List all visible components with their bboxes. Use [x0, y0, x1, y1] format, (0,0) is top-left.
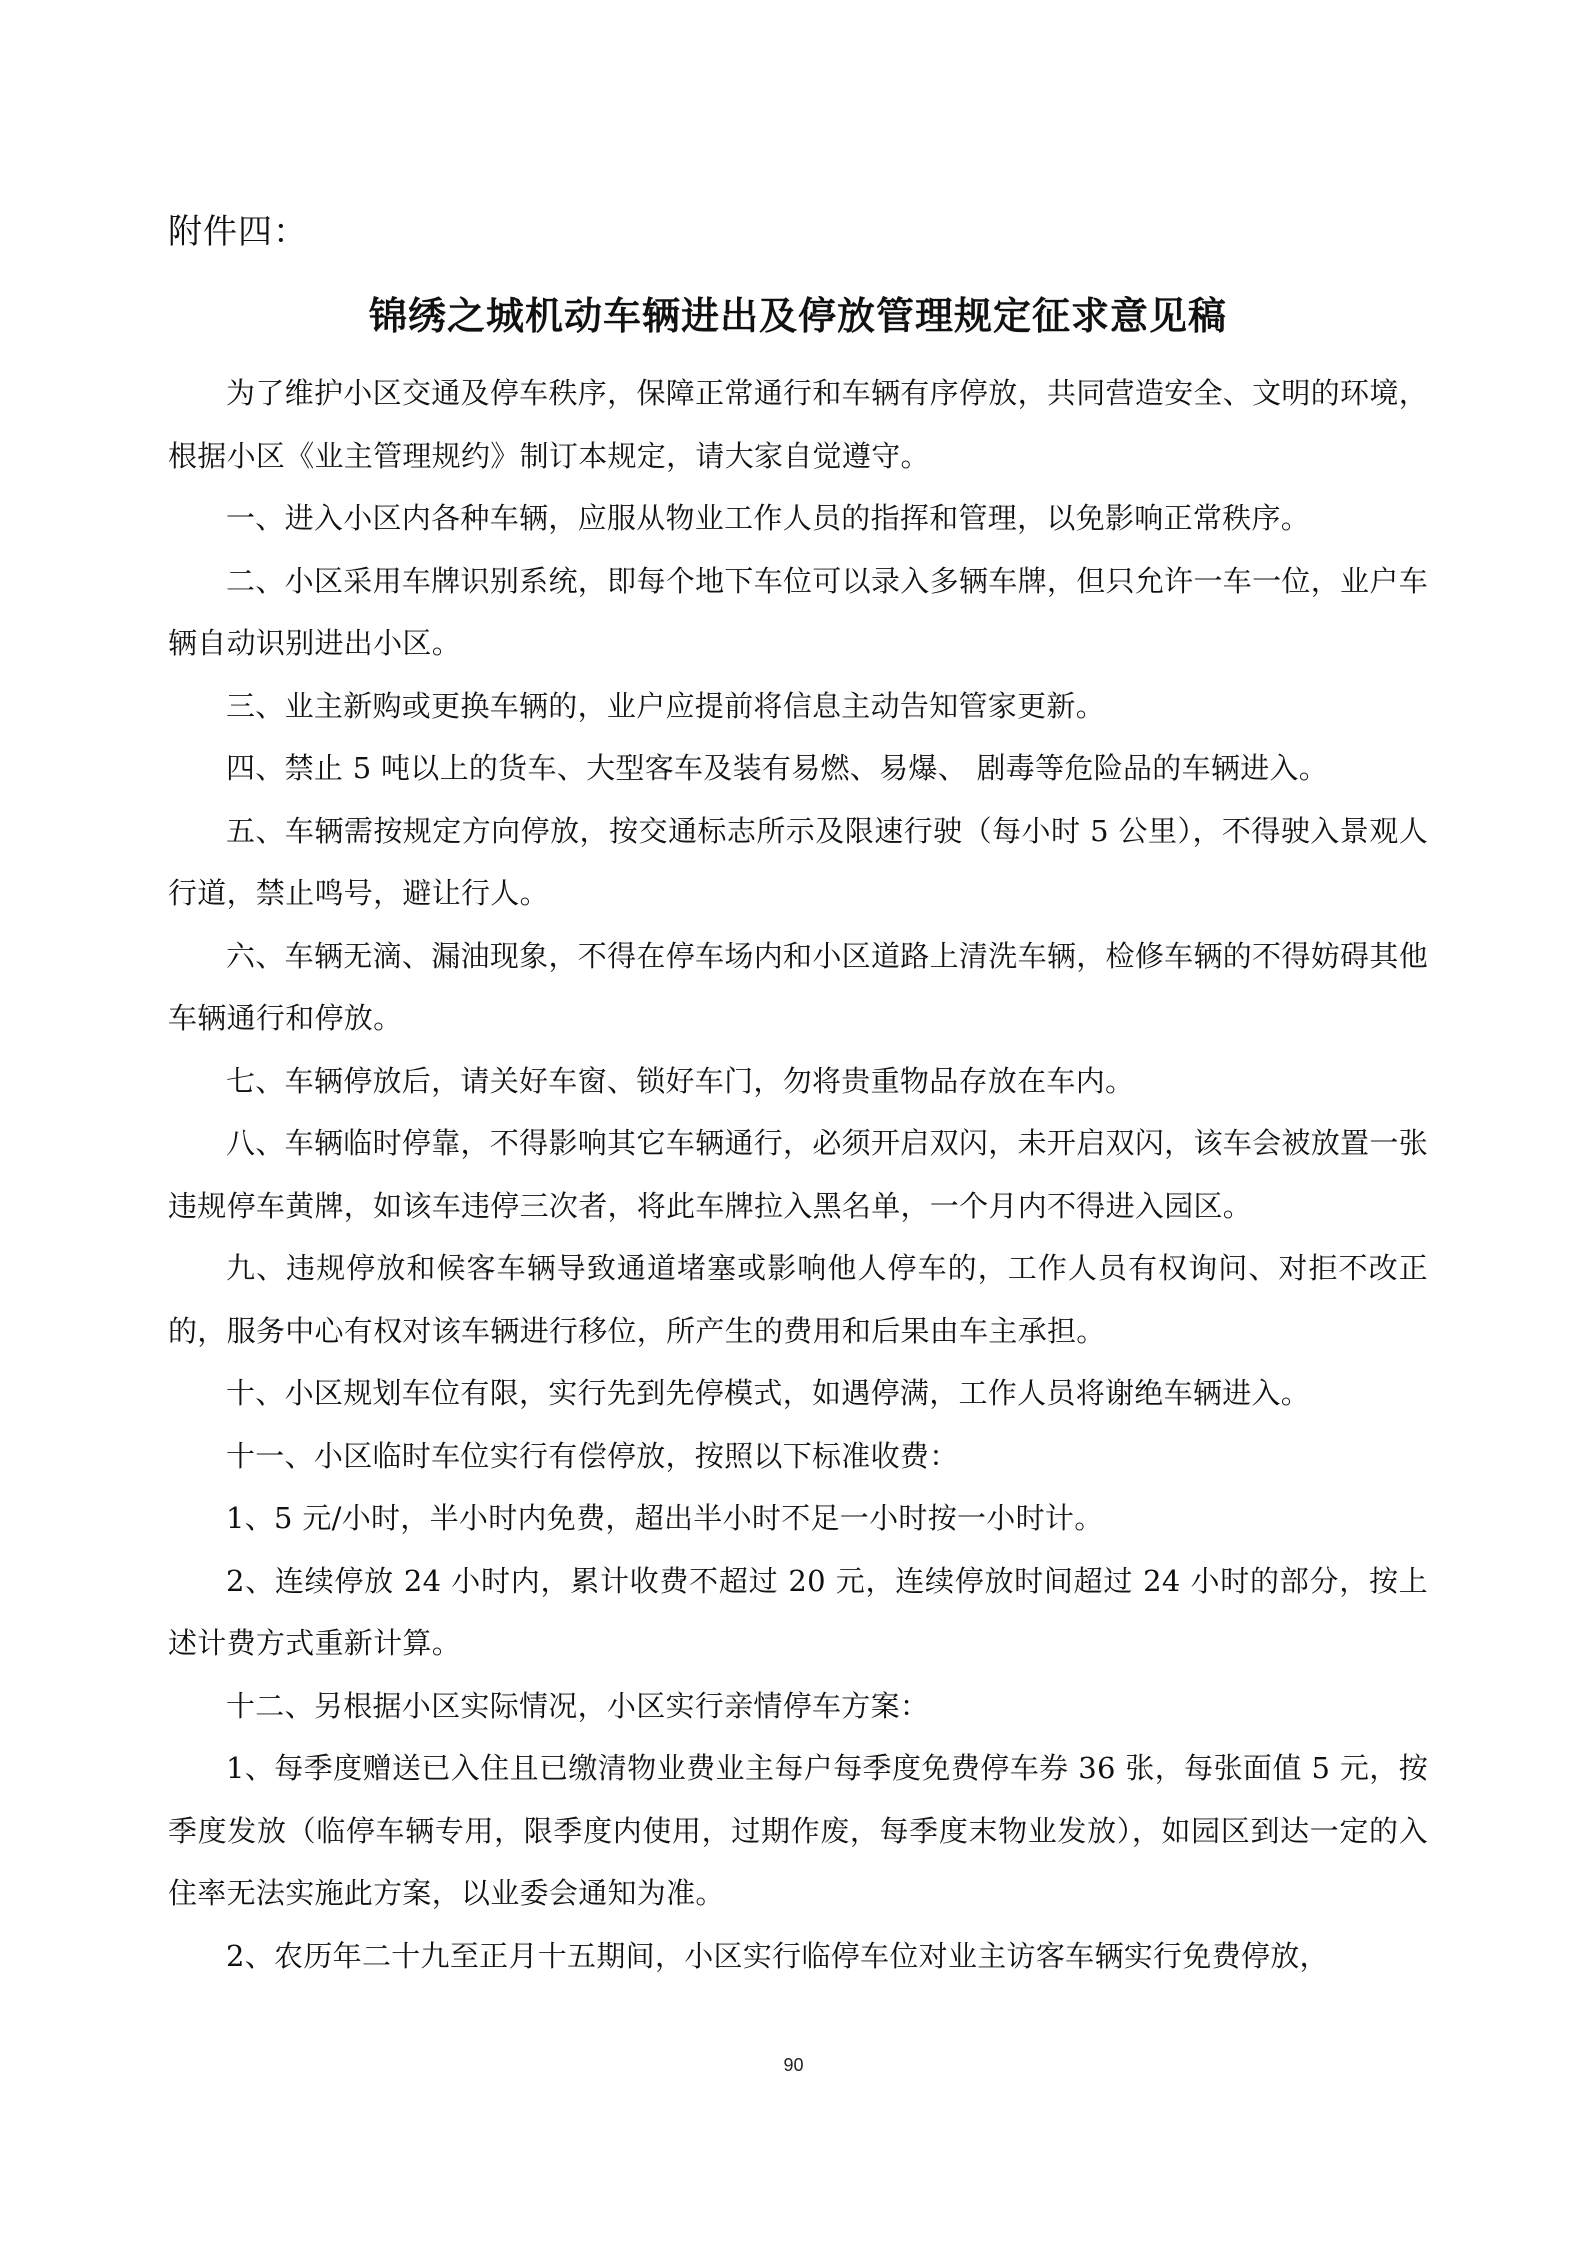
paragraph-rule-5: 五、车辆需按规定方向停放，按交通标志所示及限速行驶（每小时 5 公里），不得驶入景观人行道，禁止鸣号，避让行人。 — [168, 813, 1428, 910]
paragraph-rule-8: 八、车辆临时停靠，不得影响其它车辆通行，必须开启双闪，未开启双闪，该车会被放置一张违规停车黄牌，如该车违停三次者，将此车牌拉入黑名单，一个月内不得进入园区。 — [168, 1126, 1428, 1223]
paragraph-rule-1: 一、进入小区内各种车辆，应服从物业工作人员的指挥和管理，以免影响正常秩序。 — [226, 501, 1311, 535]
paragraph-rule-12: 十二、另根据小区实际情况，小区实行亲情停车方案： — [226, 1688, 930, 1723]
paragraph-rule-6: 六、车辆无滴、漏油现象，不得在停车场内和小区道路上清洗车辆，检修车辆的不得妨碍其他车辆通行和停放。 — [168, 938, 1428, 1035]
paragraph-rule-3: 三、业主新购或更换车辆的，业户应提前将信息主动告知管家更新。 — [226, 688, 1106, 723]
paragraph-intro: 为了维护小区交通及停车秩序，保障正常通行和车辆有序停放，共同营造安全、文明的环境，根据小区《业主管理规约》制订本规定，请大家自觉遵守。 — [168, 376, 1428, 473]
paragraph-rule-4: 四、禁止 5 吨以上的货车、大型客车及装有易燃、易爆、 剧毒等危险品的车辆进入。 — [226, 751, 1329, 785]
paragraph-rule-7: 七、车辆停放后，请关好车窗、锁好车门，勿将贵重物品存放在车内。 — [226, 1063, 1135, 1098]
document-body — [168, 362, 1428, 1987]
paragraph-rule-10: 十、小区规划车位有限，实行先到先停模式，如遇停满，工作人员将谢绝车辆进入。 — [226, 1376, 1311, 1410]
page-number: 90 — [783, 2055, 804, 2075]
paragraph-rule-11-item-2: 2、连续停放 24 小时内，累计收费不超过 20 元，连续停放时间超过 24 小时的部分，按上述计费方式重新计算。 — [168, 1563, 1428, 1660]
paragraph-rule-12-item-1: 1、每季度赠送已入住且已缴清物业费业主每户每季度免费停车券 36 张，每张面值 5 元，按季度发放（临停车辆专用，限季度内使用，过期作废，每季度末物业发放），如园区到达一定的入住率无法实施此方案，以业委会通知为准。 — [168, 1751, 1428, 1910]
paragraph-rule-2: 二、小区采用车牌识别系统，即每个地下车位可以录入多辆车牌，但只允许一车一位，业户车辆自动识别进出小区。 — [168, 563, 1428, 660]
attachment-label: 附件四： — [168, 212, 308, 252]
paragraph-rule-9: 九、违规停放和候客车辆导致通道堵塞或影响他人停车的，工作人员有权询问、对拒不改正的，服务中心有权对该车辆进行移位，所产生的费用和后果由车主承担。 — [168, 1251, 1428, 1348]
document-title: 锦绣之城机动车辆进出及停放管理规定征求意见稿 — [368, 293, 1227, 338]
paragraph-rule-11: 十一、小区临时车位实行有偿停放，按照以下标准收费： — [226, 1438, 959, 1473]
paragraph-rule-12-item-2: 2、农历年二十九至正月十五期间，小区实行临停车位对业主访客车辆实行免费停放， — [226, 1938, 1329, 1973]
paragraph-rule-11-item-1: 1、5 元/小时，半小时内免费，超出半小时不足一小时按一小时计。 — [226, 1501, 1104, 1535]
